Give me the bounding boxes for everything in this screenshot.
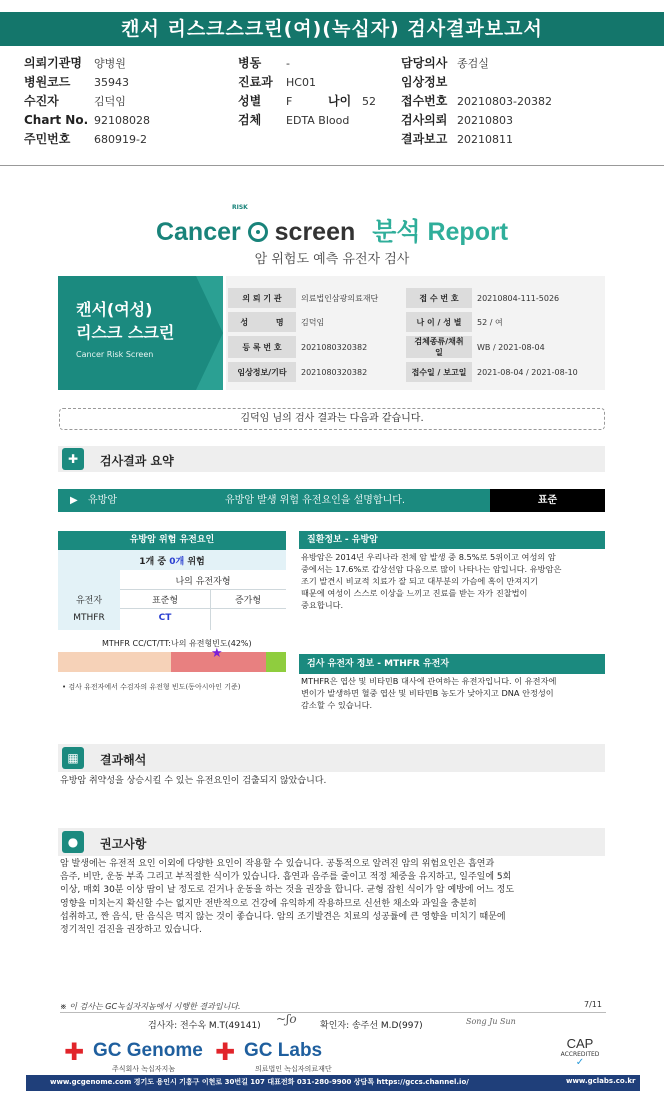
recommendation-line: 음주, 비만, 운동 부족 그리고 부적절한 식이가 있습니다. 흡연과 음주를 줄이고 적정 체중을 유지하고, 일주일에 5회 <box>60 872 512 883</box>
hdr-label: 접수번호 <box>401 94 448 108</box>
hdr-value: F <box>286 95 293 108</box>
recommendation-line: 암 발생에는 유전적 요인 이외에 다양한 요인이 작용할 수 있습니다. 공통적으로 알려진 암의 위험요인은 흡연과 <box>60 859 495 869</box>
result-description: 유방암 발생 위험 유전요인을 설명합니다. <box>225 495 406 506</box>
recommendation-title: 권고사항 <box>100 837 147 851</box>
risk-count <box>58 554 286 567</box>
gene-info-line: 변이가 발생하면 혈중 엽산 및 비타민B 농도가 낮아지고 DNA 안정성이 <box>301 688 554 698</box>
hdr-label: 병원코드 <box>24 75 71 89</box>
info-key: 임상정보/기타 <box>228 362 296 382</box>
card-title-en: Cancer Risk Screen <box>76 350 154 359</box>
info-key: 성 명 <box>228 312 296 332</box>
header-divider <box>0 165 664 166</box>
recommendation-line: 영향을 미치는지 확신할 수는 없지만 전반적으로 건강에 유익하게 작용하므로 신선한 채소와 과일을 충분히 <box>60 898 477 909</box>
hdr-label: 주민번호 <box>24 132 71 146</box>
info-value: 의료법인삼광의료재단 <box>301 293 379 303</box>
hdr-label: 병동 <box>238 56 262 70</box>
logo-screen: screen <box>274 218 356 246</box>
play-icon: ▶ <box>70 495 78 506</box>
gc-genome-cross-icon: ✚ <box>64 1038 85 1066</box>
risk-count-value: 0개 <box>169 557 185 567</box>
cap-mark: CAP <box>566 1036 594 1051</box>
info-value: 김덕임 <box>301 317 325 327</box>
age-label: 나이 <box>328 94 352 108</box>
hdr-value: 종검실 <box>457 57 489 70</box>
gauge-label: MTHFR CC/CT/TT:나의 유전형빈도(42%) <box>102 639 252 648</box>
gene-genotype: CT <box>158 613 172 623</box>
info-key: 접수일 / 보고일 <box>406 362 472 382</box>
inspector-signature-icon: ~ʃo <box>276 1012 297 1026</box>
page-number: 7/11 <box>584 1000 602 1009</box>
logo-target-icon <box>248 222 268 242</box>
disease-line: 유방암은 2014년 우리나라 전체 암 발생 중 8.5%로 5위이고 여성의 암 <box>301 552 556 562</box>
info-row <box>228 312 594 332</box>
hdr-value: - <box>286 57 290 70</box>
brand-gc-genome-sub: 주식회사 녹십자지놈 <box>112 1065 176 1073</box>
hdr-value: 김덕임 <box>94 95 126 108</box>
disease-line: 중에서는 17.6%로 갑상선암 다음으로 많이 나타나는 암입니다. 유방암은 <box>301 564 562 574</box>
footer-address: www.gcgenome.com 경기도 용인시 기흥구 이현로 30번길 107 대표전화 031-280-9900 상담톡 https://gccs.channel.io/ <box>50 1078 469 1086</box>
recommendation-line: 정기적인 검진을 권장하고 있습니다. <box>60 925 202 936</box>
hdr-label: 검사의뢰 <box>401 113 448 127</box>
gauge-star-marker-icon: ★ <box>211 646 223 661</box>
recommendation-line: 섭취하고, 짠 음식, 탄 음식은 먹지 않는 것이 좋습니다. 암의 조기발견은 치료의 성공률에 큰 영향을 미치기 때문에 <box>60 911 506 922</box>
logo-risk: RISK <box>232 204 248 211</box>
disease-info-body <box>301 551 603 611</box>
info-key: 접 수 번 호 <box>406 288 472 308</box>
logo-cancer: Cancer <box>155 218 241 246</box>
hdr-label: Chart No. <box>24 113 89 127</box>
disease-line: 때문에 여성이 스스로 이상을 느끼고 진료를 받는 자가 진찰법이 <box>301 588 528 598</box>
cap-accredited-seal <box>550 1037 610 1073</box>
info-value: 2021-08-04 / 2021-08-10 <box>477 367 578 377</box>
hdr-value: 20210803 <box>457 114 513 127</box>
increased-column: 증가형 <box>234 596 262 606</box>
info-key: 검체종류/채취일 <box>406 336 472 358</box>
hdr-label: 성별 <box>238 94 262 108</box>
patient-info-table <box>228 284 594 386</box>
hdr-label: 담당의사 <box>401 56 448 70</box>
info-key: 등 록 번 호 <box>228 336 296 358</box>
card-title-2: 리스크 스크린 <box>76 323 175 342</box>
gene-column: 유전자 <box>75 596 103 606</box>
interpretation-calculator-icon: ▦ <box>62 747 84 769</box>
risk-count-prefix: 1개 중 <box>139 557 167 567</box>
hdr-value: 20210811 <box>457 133 513 146</box>
my-genotype-label: 나의 유전자형 <box>175 577 231 587</box>
info-key: 나 이 / 성 별 <box>406 312 472 332</box>
confirmer: 확인자: 송주선 M.D(997) <box>320 1021 423 1031</box>
cap-check-icon: ✓ <box>575 1057 585 1068</box>
header-col-3 <box>401 54 651 149</box>
hdr-value: EDTA Blood <box>286 114 350 127</box>
summary-clipboard-icon: ✚ <box>62 448 84 470</box>
grid-line <box>120 608 286 609</box>
gene-info-line: 감소할 수 있습니다. <box>301 700 373 710</box>
logo-subtitle: 암 위험도 예측 유전자 검사 <box>254 252 410 267</box>
result-level: 표준 <box>537 495 558 506</box>
recommendation-line: 이상, 매회 30분 이상 땀이 날 정도로 걷거나 운동을 하는 것을 권장을 합니다. 균형 잡힌 식이가 암 예방에 어느 정도 <box>60 885 515 896</box>
card-title-1: 캔서(여성) <box>76 300 153 319</box>
info-row <box>228 336 594 358</box>
recommendation-body <box>60 858 620 937</box>
standard-column: 표준형 <box>151 596 179 606</box>
report-title: 캔서 리스크스크린(여)(녹십자) 검사결과보고서 <box>0 12 664 46</box>
gene-info-line: MTHFR은 엽산 및 비타민B 대사에 관여하는 유전자입니다. 이 유전자에 <box>301 676 557 686</box>
gene-info-head: 검사 유전자 정보 - MTHFR 유전자 <box>299 654 605 674</box>
gauge-footnote: • 검사 유전자에서 수검자의 유전형 빈도(동아시아인 기준) <box>62 683 241 691</box>
grid-line <box>120 589 286 590</box>
gauge-segment-cc <box>58 652 171 672</box>
inspector: 검사자: 전수옥 M.T(49141) <box>148 1021 261 1031</box>
disease-line: 중요합니다. <box>301 600 344 610</box>
disease-info-head: 질환정보 - 유방암 <box>299 531 605 549</box>
info-value: 2021080320382 <box>301 367 368 377</box>
hdr-value: 20210803-20382 <box>457 95 552 108</box>
recommendation-people-icon: ● <box>62 831 84 853</box>
hdr-value: 35943 <box>94 76 129 89</box>
risk-table-head: 유방암 위험 유전요인 <box>58 531 286 550</box>
header-col-2 <box>238 54 398 130</box>
hdr-value: 680919-2 <box>94 133 147 146</box>
info-row <box>228 288 594 308</box>
hdr-label: 결과보고 <box>401 132 448 146</box>
report-logo <box>0 212 664 248</box>
footer-site: www.gclabs.co.kr <box>566 1077 636 1085</box>
footer-divider <box>60 1012 606 1013</box>
hdr-value: 양병원 <box>94 57 126 70</box>
gauge-segment-tt <box>266 652 286 672</box>
info-row <box>228 362 594 382</box>
interpretation-title: 결과해석 <box>100 753 147 767</box>
summary-title: 검사결과 요약 <box>100 454 174 468</box>
hdr-label: 진료과 <box>238 75 273 89</box>
logo-report: 분석 Report <box>372 218 509 246</box>
info-value: 2021080320382 <box>301 342 368 352</box>
interpretation-text: 유방암 취약성을 상승시킬 수 있는 유전요인이 검출되지 않았습니다. <box>60 776 327 786</box>
confirmer-signature-icon: Song Ju Sun <box>466 1017 516 1026</box>
info-value: WB / 2021-08-04 <box>477 342 545 352</box>
result-notice: 김덕임 님의 검사 결과는 다음과 같습니다. <box>59 408 605 430</box>
info-key: 의 뢰 기 관 <box>228 288 296 308</box>
info-value: 20210804-111-5026 <box>477 293 560 303</box>
disease-line: 조기 발견시 비교적 치료가 잘 되고 대부분의 가슴에 혹이 만져지기 <box>301 576 538 586</box>
info-value: 52 / 여 <box>477 317 503 327</box>
risk-count-suffix: 위험 <box>187 557 205 567</box>
header-col-1 <box>24 54 224 149</box>
hdr-label: 임상정보 <box>401 75 448 89</box>
gene-info-body <box>301 675 603 711</box>
brand-gc-labs: GC Labs <box>244 1040 323 1061</box>
brand-gc-genome: GC Genome <box>93 1040 203 1061</box>
hdr-label: 검체 <box>238 113 262 127</box>
hdr-value: 92108028 <box>94 114 150 127</box>
gene-name: MTHFR <box>73 613 105 623</box>
hdr-value: HC01 <box>286 76 316 89</box>
gc-labs-cross-icon: ✚ <box>215 1038 236 1066</box>
footer-note: ※ 이 검사는 GC녹십자지놈에서 시행한 결과입니다. <box>60 1002 241 1011</box>
result-cancer-name: 유방암 <box>88 495 117 506</box>
cap-accredited: ACCREDITED <box>560 1051 600 1058</box>
brand-gc-labs-sub: 의료법인 녹십자의료재단 <box>255 1065 332 1073</box>
age-value: 52 <box>362 95 376 108</box>
hdr-label: 의뢰기관명 <box>24 56 82 70</box>
hdr-label: 수진자 <box>24 94 59 108</box>
